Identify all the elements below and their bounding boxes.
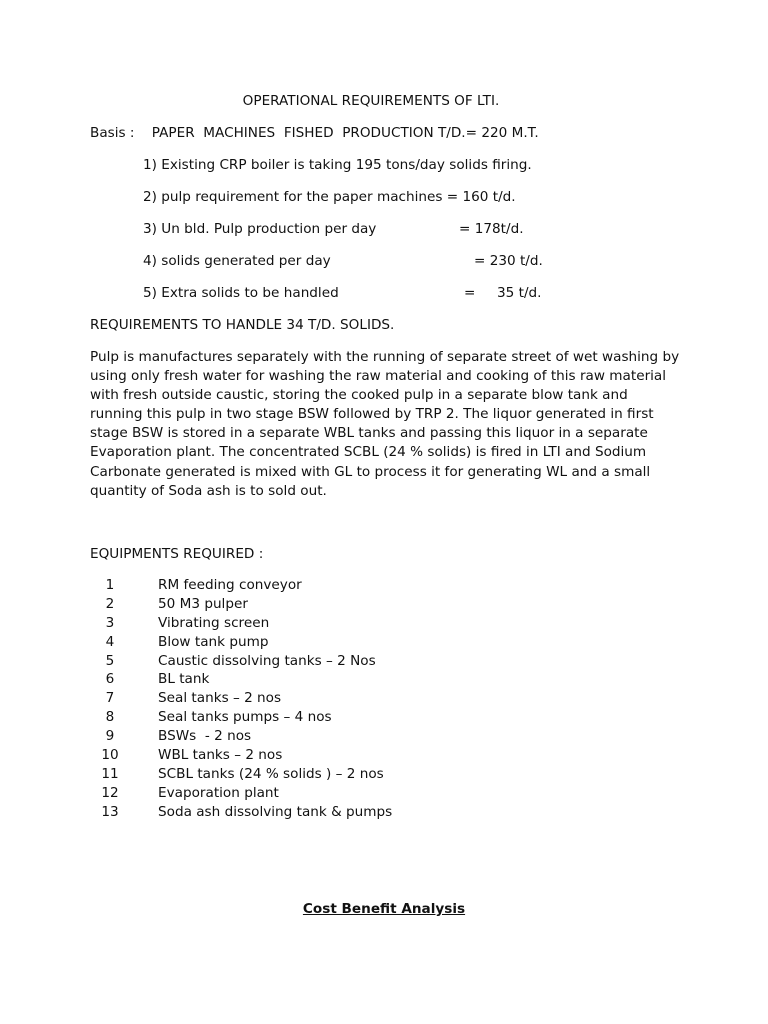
equipment-number: 6: [105, 671, 115, 688]
item-label: 3) Un bld. Pulp production per day: [143, 221, 377, 237]
equipment-item: [90, 596, 590, 615]
equipment-name: Caustic dissolving tanks – 2 Nos: [158, 652, 376, 669]
equipment-number: 8: [105, 709, 115, 726]
equipment-name: BL tank: [158, 671, 210, 688]
equipment-item: [90, 728, 590, 747]
equipment-item: [90, 747, 590, 766]
equipment-item: [90, 671, 590, 690]
page-title: OPERATIONAL REQUIREMENTS OF LTI.: [242, 93, 500, 109]
equipment-name: Vibrating screen: [158, 614, 270, 631]
equipments-heading: EQUIPMENTS REQUIRED :: [90, 546, 264, 562]
equipment-list: [90, 577, 590, 823]
equipment-number: 5: [105, 652, 115, 669]
equipment-number: 3: [105, 614, 115, 631]
equipment-item: [90, 766, 590, 785]
item-value: = 230 t/d.: [474, 253, 543, 269]
equipment-item: [90, 785, 590, 804]
equipment-name: SCBL tanks (24 % solids ) – 2 nos: [158, 765, 384, 782]
equipment-name: Seal tanks – 2 nos: [158, 690, 282, 707]
equipment-name: WBL tanks – 2 nos: [158, 747, 283, 764]
equipment-item: [90, 577, 590, 596]
equipment-number: 10: [101, 747, 119, 764]
equipment-item: [90, 615, 590, 634]
equipment-name: BSWs - 2 nos: [158, 728, 252, 745]
equipment-number: 7: [105, 690, 115, 707]
equipment-name: RM feeding conveyor: [158, 577, 302, 593]
item-label: 5) Extra solids to be handled: [143, 285, 339, 301]
equipment-number: 9: [105, 728, 115, 745]
equipment-number: 1: [105, 577, 115, 593]
equipment-item: [90, 709, 590, 728]
body-paragraph: Pulp is manufactures separately with the running of separate street of wet washing by using only fresh water for washing the raw material and cooking of this raw material with fresh outside caustic, storing the cooked pulp in a separate blow tank and running this pulp in two stage BSW followed by TRP 2. The liquor generated in first stage BSW is stored in a separate WBL tanks and passing this liquor in a separate Evaporation plant. The concentrated SCBL (24 % solids) is fired in LTI and Sodium Carbonate generated is mixed with GL to process it for generating WL and a small quantity of Soda ash is to sold out.: [90, 349, 680, 499]
equipment-number: 4: [105, 633, 115, 650]
equipment-number: 12: [101, 784, 119, 801]
item-label: 4) solids generated per day: [143, 253, 331, 269]
item-value: = 35 t/d.: [464, 285, 542, 301]
equipment-item: [90, 804, 590, 823]
requirements-heading: REQUIREMENTS TO HANDLE 34 T/D. SOLIDS.: [90, 317, 395, 333]
item-label: 2) pulp requirement for the paper machines = 160 t/d.: [143, 189, 516, 205]
equipment-name: Evaporation plant: [158, 784, 279, 801]
item-label: 1) Existing CRP boiler is taking 195 tons/day solids firing.: [143, 157, 532, 173]
equipment-number: 11: [101, 765, 119, 782]
equipment-name: Blow tank pump: [158, 633, 269, 650]
basis-line: Basis : PAPER MACHINES FISHED PRODUCTION T/D.= 220 M.T.: [90, 125, 539, 141]
equipment-item: [90, 634, 590, 653]
section-heading-cost-benefit: Cost Benefit Analysis: [302, 901, 466, 917]
equipment-item: [90, 690, 590, 709]
equipment-name: 50 M3 pulper: [158, 595, 248, 612]
equipment-name: Seal tanks pumps – 4 nos: [158, 709, 332, 726]
equipment-number: 2: [105, 595, 115, 612]
item-value: = 178t/d.: [459, 221, 524, 237]
equipment-name: Soda ash dissolving tank & pumps: [158, 803, 393, 820]
equipment-number: 13: [101, 803, 119, 820]
equipment-item: [90, 653, 590, 672]
